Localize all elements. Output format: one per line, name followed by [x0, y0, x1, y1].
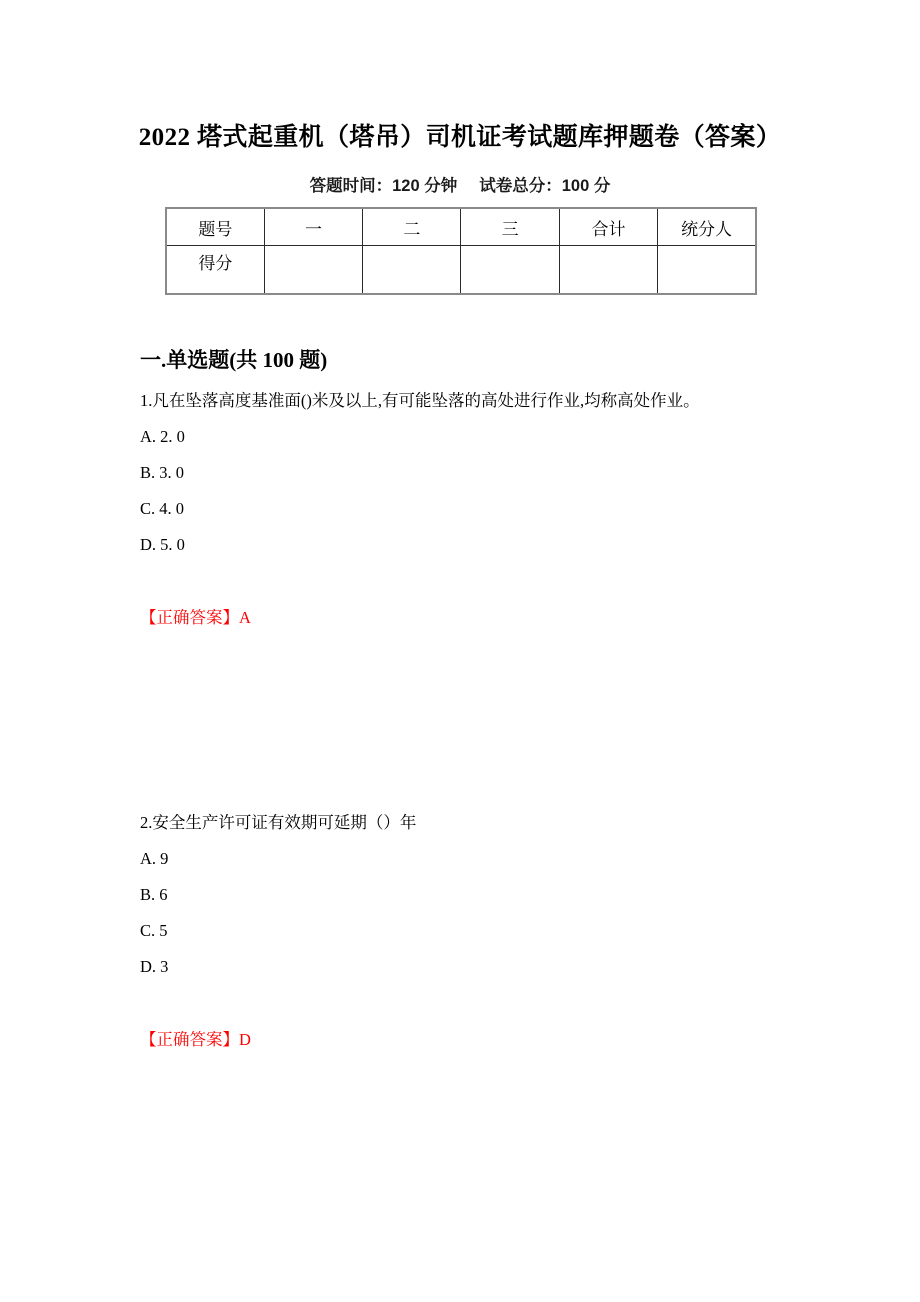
section-heading-single-choice: 一.单选题(共 100 题): [140, 348, 328, 372]
exam-meta-line: [0, 172, 920, 196]
score-cell: [559, 246, 657, 295]
question-stem: 1.凡在坠落高度基准面()米及以上,有可能坠落的高处进行作业,均称高处作业。: [140, 391, 700, 410]
table-header-cell: 题号: [166, 208, 264, 246]
question-block-2: [140, 812, 820, 978]
question-option-b[interactable]: B. 6: [140, 885, 168, 904]
answer-block-2: [140, 1029, 820, 1051]
answer-block-1: [140, 607, 820, 629]
question-option-c[interactable]: C. 5: [140, 921, 168, 940]
table-row: [166, 246, 756, 295]
question-option-b[interactable]: B. 3. 0: [140, 463, 185, 482]
table-header-cell: 三: [461, 208, 559, 246]
score-table: [165, 207, 757, 295]
table-header-cell: 合计: [559, 208, 657, 246]
correct-answer-label: 【正确答案】: [140, 608, 239, 627]
score-cell: [264, 246, 362, 295]
correct-answer-value: A: [239, 608, 251, 627]
exam-total-score: 试卷总分：100 分: [479, 177, 611, 195]
question-option-d[interactable]: D. 3: [140, 957, 169, 976]
table-row-header: [166, 208, 756, 246]
question-option-d[interactable]: D. 5. 0: [140, 535, 185, 554]
table-header-cell: 一: [264, 208, 362, 246]
correct-answer-value: D: [239, 1030, 251, 1049]
score-cell: [363, 246, 461, 295]
question-option-a[interactable]: A. 2. 0: [140, 427, 185, 446]
correct-answer-label: 【正确答案】: [140, 1030, 239, 1049]
question-stem: 2.安全生产许可证有效期可延期（）年: [140, 813, 417, 832]
page-title: 2022 塔式起重机（塔吊）司机证考试题库押题卷（答案）: [138, 124, 782, 151]
question-option-c[interactable]: C. 4. 0: [140, 499, 185, 518]
table-header-cell: 二: [363, 208, 461, 246]
correct-answer-line: [140, 1029, 820, 1051]
question-block-1: [140, 390, 820, 556]
table-row-label: 得分: [166, 246, 264, 295]
score-cell: [461, 246, 559, 295]
question-option-a[interactable]: A. 9: [140, 849, 169, 868]
score-cell: [658, 246, 756, 295]
table-header-cell: 统分人: [658, 208, 756, 246]
exam-duration: 答题时间：120 分钟: [309, 177, 458, 195]
correct-answer-line: [140, 607, 820, 629]
